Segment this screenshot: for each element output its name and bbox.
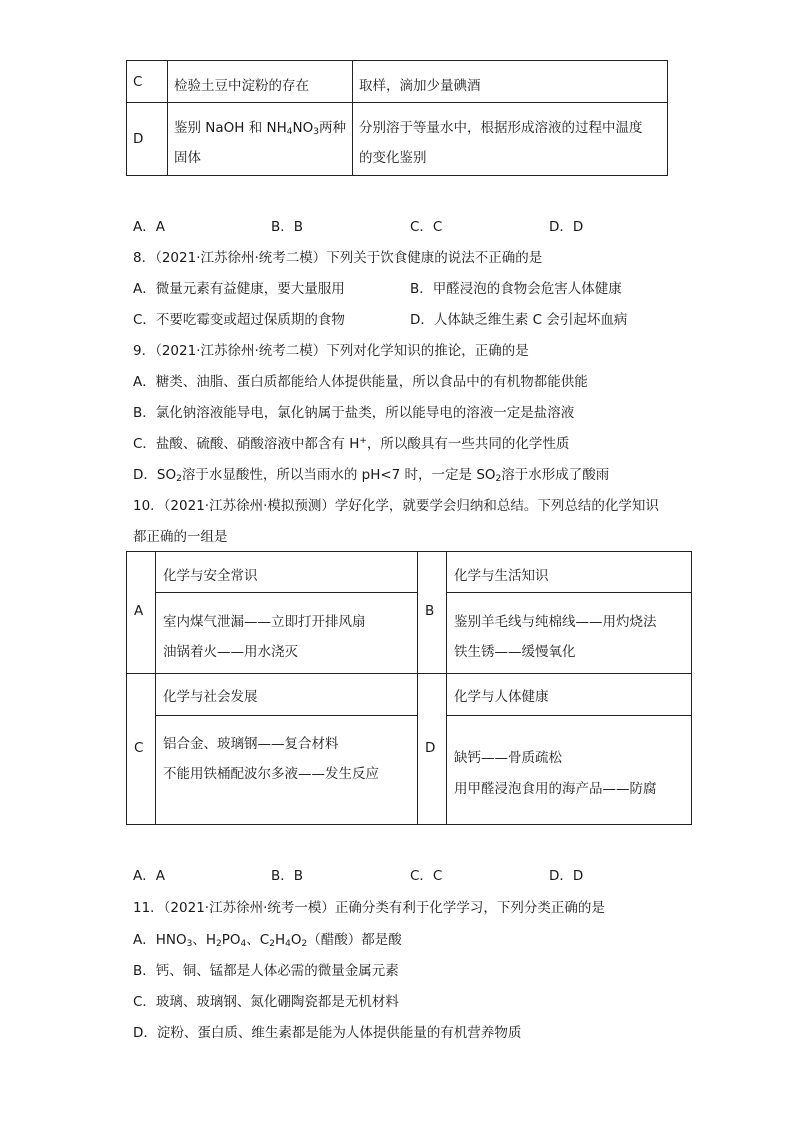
table-divider	[167, 61, 168, 175]
q9-option-c: C．盐酸、硫酸、硝酸溶液中都含有 H+，所以酸具有一些共同的化学性质	[133, 436, 570, 452]
cell-line: 铝合金、玻璃钢——复合材料	[163, 736, 339, 752]
q8-stem: 8．（2021·江苏徐州·统考二模）下列关于饮食健康的说法不正确的是	[133, 250, 543, 266]
q9-option-d: D．$SO_2$溶于水显酸性，所以当雨水的 pH<7 时，一定是 $SO_2$溶于水形成了酸雨	[133, 467, 610, 484]
table-divider	[155, 715, 417, 716]
table-divider	[417, 551, 418, 825]
q7-option-a: A．A	[133, 219, 165, 235]
q11-stem: 11．（2021·江苏徐州·统考一模）正确分类有利于化学学习，下列分类正确的是	[133, 900, 605, 916]
cell-line: 室内煤气泄漏——立即打开排风扇	[163, 614, 366, 630]
cell-line: 不能用铁桶配波尔多液——发生反应	[163, 766, 379, 782]
table-divider	[446, 715, 692, 716]
q8-option-a: A．微量元素有益健康，要大量服用	[133, 281, 345, 297]
row-label-c: C	[133, 74, 143, 90]
q11-option-d: D．淀粉、蛋白质、维生素都是能为人体提供能量的有机营养物质	[133, 1025, 522, 1041]
table-divider	[446, 592, 692, 593]
cell-title-c: 化学与社会发展	[163, 689, 258, 705]
cell-label-b: B	[425, 603, 435, 619]
cell-title-a: 化学与安全常识	[163, 568, 258, 584]
cell-label-a: A	[134, 603, 144, 619]
q9-option-b: B．氯化钠溶液能导电，氯化钠属于盐类，所以能导电的溶液一定是盐溶液	[133, 405, 575, 421]
experiment-cell: 鉴别 NaOH 和 $NH_4NO_3$两种	[174, 120, 346, 137]
table-divider	[126, 673, 692, 674]
cell-line: 用甲醛浸泡食用的海产品——防腐	[454, 781, 657, 797]
cell-line: 鉴别羊毛线与纯棉线——用灼烧法	[454, 614, 657, 630]
cell-line: 油锅着火——用水浇灭	[163, 644, 298, 660]
q7-option-d: D．D	[549, 219, 584, 235]
cell-label-d: D	[425, 740, 436, 756]
method-cell: 分别溶于等量水中，根据形成溶液的过程中温度	[359, 120, 643, 136]
q8-option-d: D．人体缺乏维生素 C 会引起坏血病	[410, 312, 628, 328]
experiment-cell: 检验土豆中淀粉的存在	[174, 78, 309, 94]
method-cell: 取样，滴加少量碘酒	[359, 78, 481, 94]
row-label-d: D	[133, 131, 144, 147]
cell-line: 铁生锈——缓慢氧化	[454, 644, 576, 660]
q10-option-b: B．B	[271, 868, 304, 884]
cell-title-d: 化学与人体健康	[454, 689, 549, 705]
cell-label-c: C	[134, 740, 144, 756]
experiment-cell-line2: 固体	[174, 150, 201, 166]
method-cell-line2: 的变化鉴别	[359, 150, 427, 166]
q7-option-b: B．B	[271, 219, 304, 235]
q8-option-c: C．不要吃霉变或超过保质期的食物	[133, 312, 345, 328]
q7-option-c: C．C	[410, 219, 443, 235]
q10-option-d: D．D	[549, 868, 584, 884]
q10-option-a: A．A	[133, 868, 165, 884]
q9-option-a: A．糖类、油脂、蛋白质都能给人体提供能量，所以食品中的有机物都能供能	[133, 374, 588, 390]
table-divider	[127, 102, 667, 103]
q11-option-c: C．玻璃、玻璃钢、氮化硼陶瓷都是无机材料	[133, 994, 399, 1010]
q10-option-c: C．C	[410, 868, 443, 884]
q11-option-b: B．钙、铜、锰都是人体必需的微量金属元素	[133, 963, 399, 979]
cell-title-b: 化学与生活知识	[454, 568, 549, 584]
table-divider	[155, 592, 417, 593]
q10-stem: 10．（2021·江苏徐州·模拟预测）学好化学，就要学会归纳和总结。下列总结的化学知识	[133, 498, 659, 514]
q9-stem: 9．（2021·江苏徐州·统考二模）下列对化学知识的推论，正确的是	[133, 343, 529, 359]
q8-option-b: B．甲醛浸泡的食物会危害人体健康	[410, 281, 622, 297]
q11-option-a: A．$HNO_3$、$H_2PO_4$、$C_2H_4O_2$（醋酸）都是酸	[133, 932, 402, 949]
q10-stem-line2: 都正确的一组是	[133, 529, 228, 545]
table-divider	[352, 61, 353, 175]
cell-line: 缺钙——骨质疏松	[454, 750, 562, 766]
